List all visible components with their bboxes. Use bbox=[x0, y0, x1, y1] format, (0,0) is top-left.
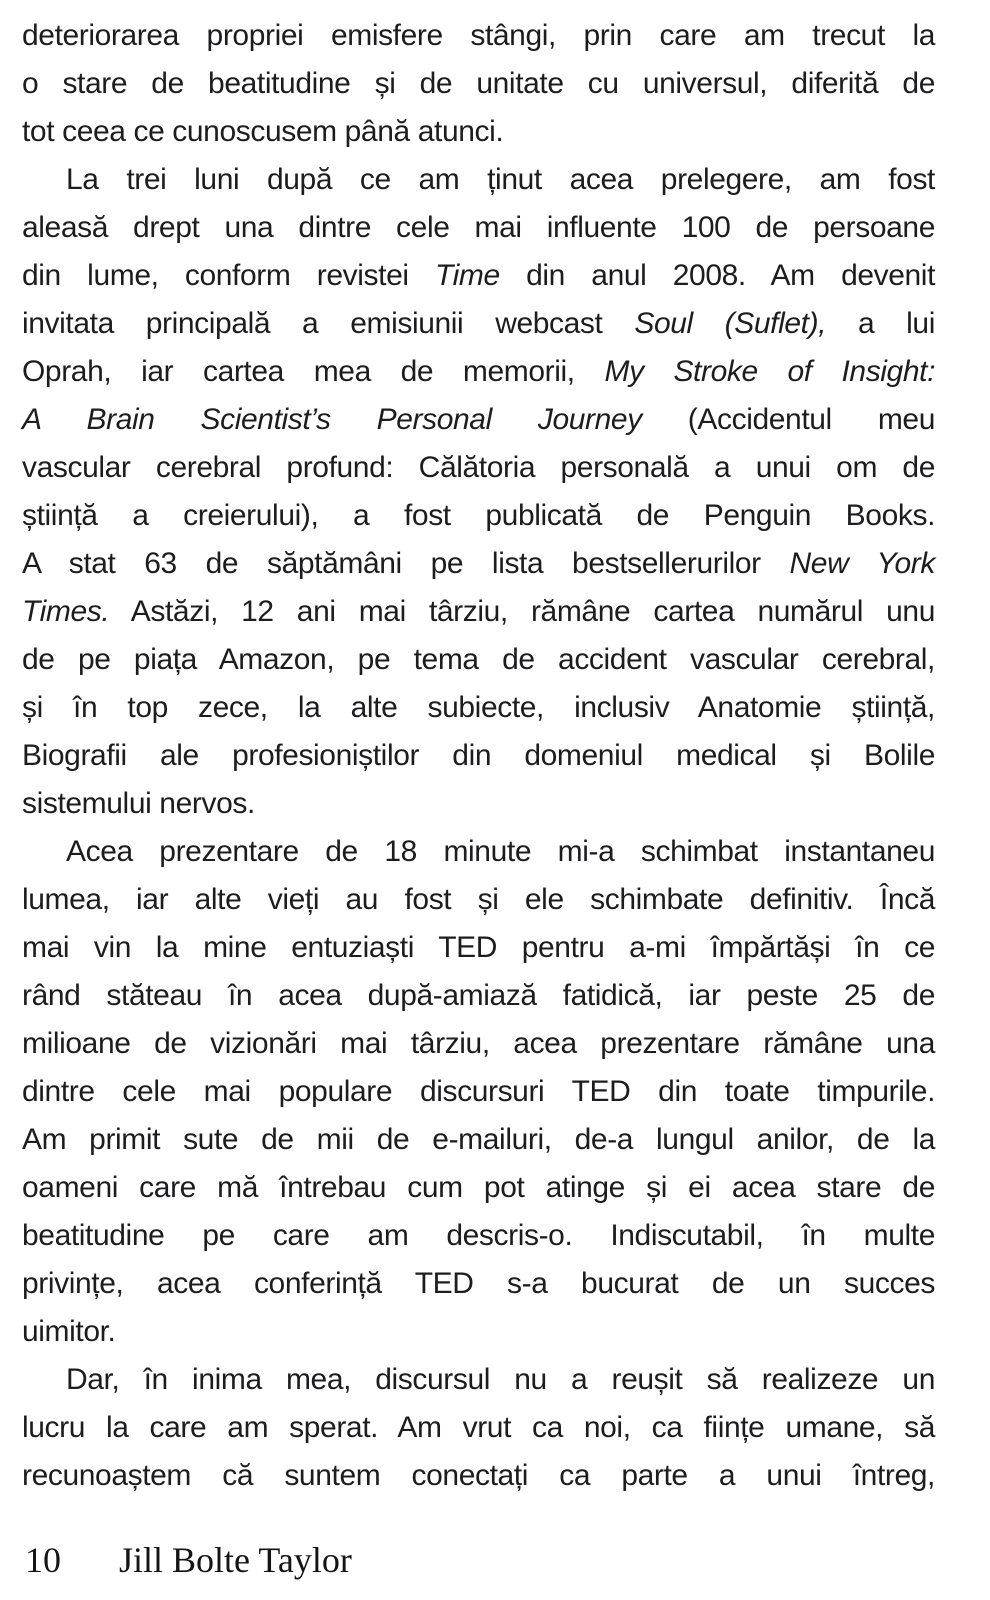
running-footer-title: Jill Bolte Taylor bbox=[119, 1540, 352, 1580]
text-line bbox=[22, 492, 935, 540]
text-segment: aleasă drept una dintre cele mai influente 100 de persoane bbox=[22, 211, 935, 244]
text-line bbox=[22, 1020, 935, 1068]
text-line bbox=[22, 684, 935, 732]
italic-text-segment: New York bbox=[789, 547, 935, 580]
text-line bbox=[22, 1164, 935, 1212]
text-segment: La trei luni după ce am ținut acea prelegere, am fost bbox=[66, 163, 935, 196]
text-line bbox=[22, 636, 935, 684]
text-segment: Oprah, iar cartea mea de memorii, bbox=[22, 355, 605, 388]
italic-text-segment: My Stroke of Insight: bbox=[604, 355, 936, 388]
text-line bbox=[22, 780, 935, 828]
text-line bbox=[22, 396, 935, 444]
text-segment: lumea, iar alte vieți au fost și ele schimbate definitiv. Încă bbox=[22, 883, 935, 916]
text-segment: Dar, în inima mea, discursul nu a reușit să realizeze un bbox=[66, 1363, 935, 1396]
text-line bbox=[22, 12, 935, 60]
text-segment: rând stăteau în acea după-amiază fatidică, iar peste 25 de bbox=[22, 979, 935, 1012]
text-segment: Am primit sute de mii de e-mailuri, de-a lungul anilor, de la bbox=[22, 1123, 935, 1156]
text-segment: recunoaștem că suntem conectați ca parte a unui întreg, bbox=[22, 1459, 935, 1492]
text-segment: sistemului nervos. bbox=[22, 787, 255, 820]
text-line bbox=[22, 1260, 935, 1308]
text-line bbox=[22, 1068, 935, 1116]
italic-text-segment: A Brain Scientist’s Personal Journey bbox=[22, 403, 642, 436]
italic-text-segment: Times. bbox=[22, 595, 110, 628]
text-line bbox=[22, 828, 935, 876]
text-line bbox=[22, 1404, 935, 1452]
page-footer bbox=[25, 1538, 352, 1582]
text-line bbox=[22, 732, 935, 780]
text-line bbox=[22, 1308, 935, 1356]
page-number: 10 bbox=[25, 1540, 61, 1580]
text-segment: o stare de beatitudine și de unitate cu universul, diferită de bbox=[22, 67, 935, 100]
text-segment: dintre cele mai populare discursuri TED din toate timpurile. bbox=[22, 1075, 935, 1108]
text-segment: lucru la care am sperat. Am vrut ca noi, ca ființe umane, să bbox=[22, 1411, 935, 1444]
text-line bbox=[22, 300, 935, 348]
text-segment: Acea prezentare de 18 minute mi-a schimbat instantaneu bbox=[66, 835, 935, 868]
text-segment: (Accidentul meu bbox=[641, 403, 935, 436]
text-segment: vascular cerebral profund: Călătoria personală a unui om de bbox=[22, 451, 935, 484]
italic-text-segment: Time bbox=[434, 259, 500, 292]
text-segment: Biografii ale profesioniștilor din domeniul medical și Bolile bbox=[22, 739, 935, 772]
text-line bbox=[22, 1212, 935, 1260]
text-segment: privințe, acea conferință TED s-a bucurat de un succes bbox=[22, 1267, 935, 1300]
text-segment: oameni care mă întrebau cum pot atinge și ei acea stare de bbox=[22, 1171, 935, 1204]
text-line bbox=[22, 204, 935, 252]
text-line bbox=[22, 444, 935, 492]
text-line bbox=[22, 540, 935, 588]
text-line bbox=[22, 1116, 935, 1164]
text-segment: din lume, conform revistei bbox=[22, 259, 435, 292]
italic-text-segment: Soul (Suflet), bbox=[634, 307, 827, 340]
text-line bbox=[22, 876, 935, 924]
text-line bbox=[22, 348, 935, 396]
text-segment: tot ceea ce cunoscusem până atunci. bbox=[22, 115, 504, 148]
text-line bbox=[22, 588, 935, 636]
text-line bbox=[22, 1356, 935, 1404]
text-segment: a lui bbox=[826, 307, 935, 340]
text-line bbox=[22, 108, 935, 156]
text-segment: din anul 2008. Am devenit bbox=[499, 259, 936, 292]
text-segment: milioane de vizionări mai târziu, acea prezentare rămâne una bbox=[22, 1027, 935, 1060]
text-segment: mai vin la mine entuziaști TED pentru a-mi împărtăși în ce bbox=[22, 931, 935, 964]
text-line bbox=[22, 60, 935, 108]
text-line bbox=[22, 924, 935, 972]
text-segment: știință a creierului), a fost publicată de Penguin Books. bbox=[22, 499, 935, 532]
text-segment: Astăzi, 12 ani mai târziu, rămâne cartea numărul unu bbox=[109, 595, 935, 628]
text-segment: și în top zece, la alte subiecte, inclusiv Anatomie știință, bbox=[22, 691, 935, 724]
text-segment: uimitor. bbox=[22, 1315, 116, 1348]
text-line bbox=[22, 972, 935, 1020]
text-segment: beatitudine pe care am descris-o. Indiscutabil, în multe bbox=[22, 1219, 935, 1252]
text-line bbox=[22, 156, 935, 204]
text-segment: deteriorarea propriei emisfere stângi, prin care am trecut la bbox=[22, 19, 935, 52]
text-segment: A stat 63 de săptămâni pe lista bestsellerurilor bbox=[22, 547, 790, 580]
text-segment: invitata principală a emisiunii webcast bbox=[22, 307, 635, 340]
text-segment: de pe piața Amazon, pe tema de accident vascular cerebral, bbox=[22, 643, 935, 676]
text-line bbox=[22, 1452, 935, 1500]
text-line bbox=[22, 252, 935, 300]
body-text bbox=[22, 12, 935, 1500]
